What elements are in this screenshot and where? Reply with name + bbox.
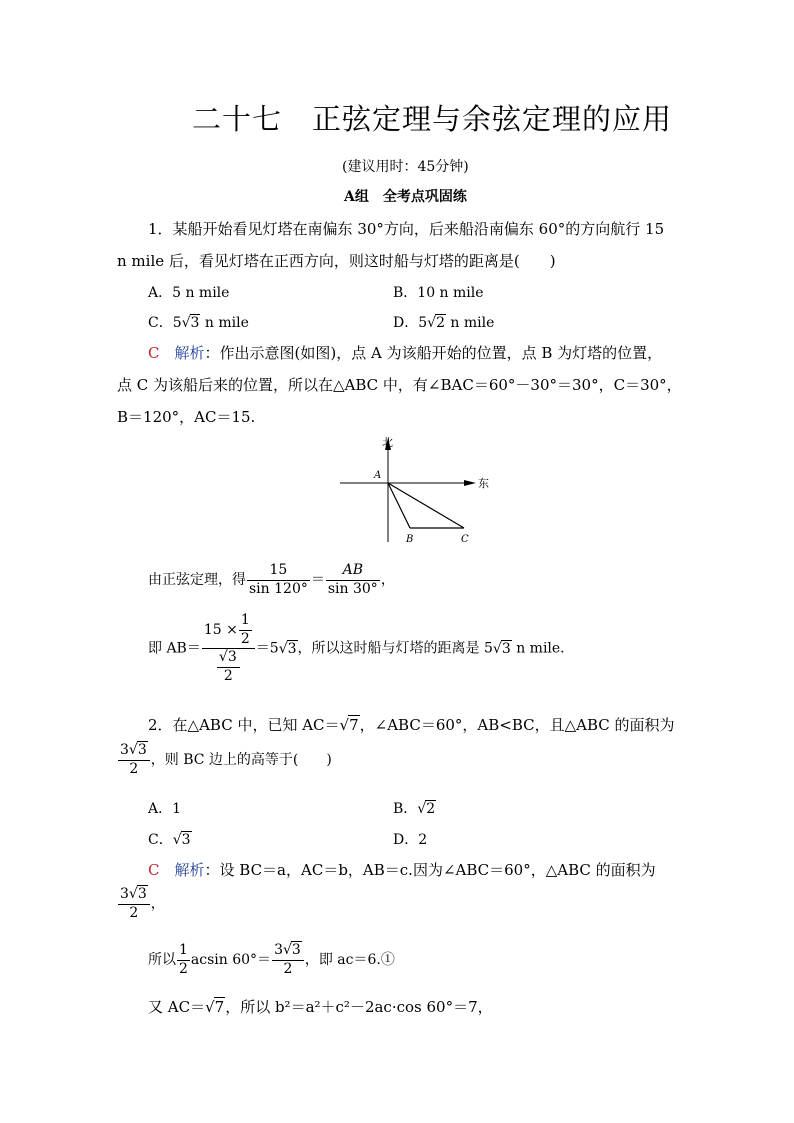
area-fraction — [118, 742, 150, 778]
q1-option-b: B．10 n mile — [393, 285, 484, 301]
fraction-numerator: 1 — [177, 942, 190, 961]
radicand: 2 — [426, 801, 436, 817]
group-heading: A组 全考点巩固练 — [344, 189, 467, 205]
q1-option-c-suffix: n mile — [200, 315, 249, 331]
q2-option-d: D．2 — [393, 832, 428, 848]
label-north: 北 — [382, 436, 393, 449]
coef: 3 — [120, 742, 129, 758]
fraction-denominator: 2 — [179, 960, 188, 977]
sqrt-symbol: √3 — [128, 742, 147, 758]
half-fraction — [177, 942, 190, 978]
also-end: ，所以 b²＝a²＋c²－2ac·cos 60°＝7， — [225, 998, 493, 1016]
sqrt-symbol: √7 — [205, 998, 225, 1016]
q2-option-a: A．1 — [148, 801, 182, 817]
fraction-denominator: 2 — [283, 960, 293, 977]
calc-prefix: 即 AB＝ — [148, 640, 201, 657]
q1-option-d-prefix: D．5 — [393, 315, 428, 331]
q1-option-d-radicand: 2 — [436, 315, 445, 331]
coef: 3 — [120, 886, 129, 902]
fraction-numerator — [118, 742, 150, 761]
q1-option-a: A．5 n mile — [148, 285, 230, 301]
east-arrowhead — [464, 480, 476, 486]
fraction-denominator: 2 — [129, 904, 139, 921]
complex-fraction-denominator — [202, 649, 255, 685]
complex-fraction — [202, 612, 255, 685]
label-a: A — [374, 470, 382, 481]
sqrt-symbol: √3 — [282, 942, 301, 958]
sqrt-symbol: √3 — [172, 832, 191, 848]
so-prefix: 所以 — [148, 952, 176, 968]
calc-middle-text: ，所以这时船与灯塔的距离是 5 — [297, 640, 493, 657]
q2-option-c — [148, 829, 192, 849]
area-fraction — [118, 886, 150, 922]
q1-analysis-line3: B＝120°，AC＝15. — [117, 408, 256, 426]
sqrt-symbol: √3 — [181, 315, 200, 331]
label-c: C — [461, 534, 469, 545]
q1-option-c — [148, 312, 249, 332]
q1-option-c-prefix: C．5 — [148, 315, 182, 331]
radicand: 3 — [137, 742, 147, 758]
q2-option-b — [393, 798, 436, 818]
sqrt-symbol: √2 — [427, 315, 445, 331]
q2-analysis-text1: ：设 BC＝a，AC＝b，AB＝c.因为∠ABC＝60°，△ABC 的面积为 — [204, 861, 656, 879]
q2-analysis-line2 — [117, 886, 165, 922]
fraction-numerator — [272, 942, 304, 961]
q2-stem-suffix: ，∠ABC＝60°，AB<BC，且△ABC 的面积为 — [359, 716, 675, 734]
q1-figure — [330, 430, 500, 550]
sqrt-symbol: √3 — [218, 649, 237, 665]
sqrt-symbol: √3 — [278, 640, 297, 657]
fraction-denominator: 2 — [129, 760, 139, 777]
sqrt-symbol: √3 — [128, 886, 147, 902]
fraction-numerator: AB — [326, 562, 380, 581]
fraction — [326, 562, 380, 598]
q1-option-d-suffix: n mile — [445, 315, 495, 331]
radicand: 3 — [181, 832, 191, 848]
q2-stem-prefix: 2．在△ABC 中，已知 AC＝ — [148, 716, 340, 734]
radicand: 3 — [227, 649, 237, 665]
comma: ， — [150, 896, 165, 912]
radicand: 7 — [214, 998, 225, 1016]
area-fraction — [272, 942, 304, 978]
fraction-numerator: 1 — [239, 612, 252, 631]
q1-option-c-radicand: 3 — [190, 315, 200, 331]
q1-law-line — [148, 562, 395, 598]
fraction-numerator: 15 — [247, 562, 310, 581]
q2-analysis-label: 解析 — [174, 861, 205, 879]
fraction-numerator — [217, 649, 240, 668]
q2-so-line — [148, 942, 395, 978]
page-title: 二十七 正弦定理与余弦定理的应用 — [192, 102, 673, 136]
coef: 3 — [274, 942, 283, 958]
label-b: B — [406, 534, 414, 545]
calc-num-text: 15 × — [203, 622, 238, 638]
label-east: 东 — [478, 477, 489, 490]
q2-analysis-line1 — [148, 859, 656, 880]
fraction-numerator — [118, 886, 150, 905]
q1-stem-line1: 1．某船开始看见灯塔在南偏东 30°方向，后来船沿南偏东 60°的方向航行 15 — [148, 220, 665, 238]
q2-answer: C — [148, 861, 160, 879]
time-hint: (建议用时：45分钟) — [342, 159, 469, 175]
radicand: 3 — [291, 942, 301, 958]
q1-answer: C — [148, 344, 160, 362]
q2-stem-line2-text: ，则 BC 边上的高等于( ) — [150, 752, 332, 768]
sqrt-symbol: √7 — [339, 716, 359, 734]
radicand: 3 — [287, 640, 297, 657]
q1-calc-line — [148, 612, 565, 685]
q2-also-line — [148, 996, 493, 1017]
so-middle: acsin 60°＝ — [190, 952, 272, 968]
q1-analysis-label: 解析 — [174, 344, 205, 362]
q2-option-c-prefix: C． — [148, 832, 173, 848]
sqrt-symbol: √3 — [492, 640, 511, 657]
complex-fraction-numerator — [202, 612, 255, 649]
radicand: 3 — [137, 886, 147, 902]
law-suffix: ， — [380, 572, 395, 588]
half-fraction — [239, 612, 252, 648]
root-fraction — [217, 649, 240, 685]
q2-stem-line1 — [148, 714, 675, 735]
q1-analysis-line2: 点 C 为该船后来的位置，所以在△ABC 中，有∠BAC＝60°－30°＝30°，C＝30°， — [117, 376, 682, 394]
q2-stem-line2 — [117, 742, 332, 778]
also-prefix: 又 AC＝ — [148, 998, 206, 1016]
fraction-denominator: sin 30° — [327, 580, 378, 597]
q1-stem-line2: n mile 后，看见灯塔在正西方向，则这时船与灯塔的距离是( ) — [117, 252, 556, 270]
fraction — [247, 562, 310, 598]
law-prefix: 由正弦定理，得 — [148, 572, 246, 588]
calc-equals: ＝5 — [255, 640, 279, 657]
law-equals: ＝ — [310, 572, 325, 588]
radicand: 7 — [349, 716, 359, 734]
q1-analysis-text1: ：作出示意图(如图)，点 A 为该船开始的位置，点 B 为灯塔的位置， — [204, 344, 663, 362]
calc-end-text: n mile. — [511, 640, 565, 657]
so-end: ，即 ac＝6.① — [304, 952, 395, 968]
fraction-denominator: sin 120° — [249, 580, 308, 597]
q1-analysis-line1 — [148, 342, 662, 363]
sqrt-symbol: √2 — [417, 801, 436, 817]
fraction-denominator: 2 — [223, 667, 233, 684]
radicand: 3 — [501, 640, 511, 657]
fraction-denominator: 2 — [240, 630, 250, 647]
q1-option-d — [393, 312, 494, 332]
q2-option-b-prefix: B． — [393, 801, 418, 817]
